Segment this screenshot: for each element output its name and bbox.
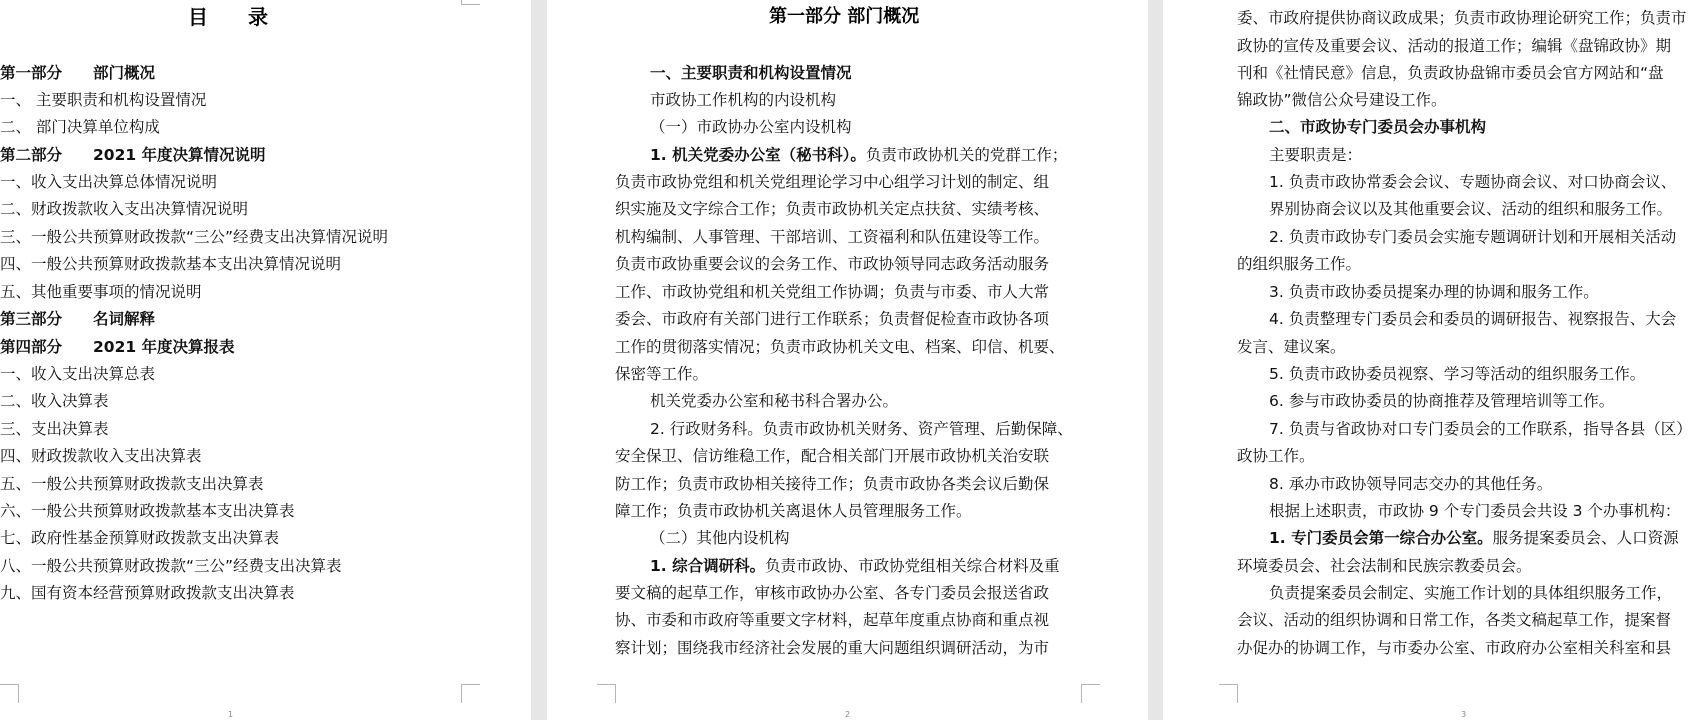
paragraph-line: 障工作；负责市政协机关离退休人员管理服务工作。 bbox=[615, 502, 972, 520]
paragraph-line: 织实施及文字综合工作；负责市政协机关定点扶贫、实绩考核、 bbox=[615, 200, 1050, 218]
paragraph-line: 政协的宣传及重要会议、活动的报道工作；编辑《盘锦政协》期 bbox=[1237, 37, 1672, 55]
paragraph-line: 委、市政府提供协商议政成果；负责市政协理论研究工作；负责市 bbox=[1237, 9, 1687, 27]
paragraph-line: 防工作；负责市政协相关接待工作；负责市政协各类会议后勤保 bbox=[615, 475, 1050, 493]
paragraph-line: 委会、市政府有关部门进行工作联系；负责督促检查市政协各项 bbox=[615, 310, 1050, 328]
paragraph-line: 市政协工作机构的内设机构 bbox=[650, 91, 837, 109]
bold-lead: 1. 机关党委办公室（秘书科）。 bbox=[650, 146, 866, 164]
paragraph-line: 刊和《社情民意》信息，负责政协盘锦市委员会官方网站和“盘 bbox=[1237, 64, 1664, 82]
crop-mark bbox=[461, 0, 480, 5]
paragraph-line: 负责市政协党组和机关党组理论学习中心组学习计划的制定、组 bbox=[615, 173, 1050, 191]
section-title: 第一部分 部门概况 bbox=[769, 6, 920, 27]
crop-mark bbox=[597, 684, 616, 703]
toc-item[interactable]: 六、一般公共预算财政拨款基本支出决算表 bbox=[0, 502, 295, 520]
bold-lead: 1. 综合调研科。 bbox=[650, 557, 766, 575]
paragraph-line bbox=[650, 556, 1060, 576]
toc-item[interactable]: 四、一般公共预算财政拨款基本支出决算情况说明 bbox=[0, 255, 342, 273]
paragraph-line bbox=[1269, 528, 1679, 548]
paragraph-line: 1. 负责市政协常委会会议、专题协商会议、对口协商会议、 bbox=[1269, 173, 1677, 191]
paragraph-line: 会议、活动的组织协调和日常工作，各类文稿起草工作，提案督 bbox=[1237, 611, 1672, 629]
paragraph-line: 4. 负责整理专门委员会和委员的调研报告、视察报告、大会 bbox=[1269, 310, 1677, 328]
toc-item[interactable]: 三、一般公共预算财政拨款“三公”经费支出决算情况说明 bbox=[0, 228, 389, 246]
toc-item[interactable]: 五、一般公共预算财政拨款支出决算表 bbox=[0, 475, 264, 493]
toc-part-3[interactable]: 第三部分 名词解释 bbox=[0, 310, 156, 328]
bold-lead: 1. 专门委员会第一综合办公室。 bbox=[1269, 529, 1493, 547]
paragraph-text: 负责市政协、市政协党组相关综合材料及重 bbox=[765, 557, 1060, 575]
paragraph-text: 负责市政协机关的党群工作； bbox=[865, 146, 1068, 164]
paragraph-line: 环境委员会、社会法制和民族宗教委员会。 bbox=[1237, 557, 1532, 575]
paragraph-line: 政协工作。 bbox=[1237, 447, 1315, 465]
paragraph-line: 2. 行政财务科。负责市政协机关财务、资产管理、后勤保障、 bbox=[650, 420, 1073, 438]
toc-item[interactable]: 一、收入支出决算总体情况说明 bbox=[0, 173, 218, 191]
paragraph-line: 根据上述职责，市政协 9 个专门委员会共设 3 个办事机构： bbox=[1269, 502, 1681, 520]
toc-item[interactable]: 八、一般公共预算财政拨款“三公”经费支出决算表 bbox=[0, 557, 342, 575]
paragraph-line: 要文稿的起草工作，审核市政协办公室、各专门委员会报送省政 bbox=[615, 584, 1050, 602]
paragraph-line: 保密等工作。 bbox=[615, 365, 709, 383]
document-page-1 bbox=[0, 0, 531, 720]
paragraph-line: 7. 负责与省政协对口专门委员会的工作联系，指导各县（区） bbox=[1269, 420, 1692, 438]
paragraph-line: 2. 负责市政协专门委员会实施专题调研计划和开展相关活动 bbox=[1269, 228, 1677, 246]
toc-part-2[interactable]: 第二部分 2021 年度决算情况说明 bbox=[0, 146, 266, 164]
paragraph-line: 主要职责是： bbox=[1269, 146, 1363, 164]
crop-mark bbox=[1081, 684, 1100, 703]
toc-item[interactable]: 五、其他重要事项的情况说明 bbox=[0, 283, 202, 301]
page-number: 1 bbox=[228, 710, 234, 719]
paragraph-line: 界别协商会议以及其他重要会议、活动的组织和服务工作。 bbox=[1269, 200, 1673, 218]
heading: 二、市政协专门委员会办事机构 bbox=[1269, 118, 1487, 136]
document-page-3 bbox=[1163, 0, 1696, 720]
toc-item[interactable]: 七、政府性基金预算财政拨款支出决算表 bbox=[0, 529, 280, 547]
paragraph-line: 3. 负责市政协委员提案办理的协调和服务工作。 bbox=[1269, 283, 1599, 301]
paragraph-line: 的组织服务工作。 bbox=[1237, 255, 1362, 273]
paragraph-line bbox=[650, 145, 1067, 165]
paragraph-line: 工作的贯彻落实情况；负责市政协机关文电、档案、印信、机要、 bbox=[615, 338, 1065, 356]
paragraph-line: 负责提案委员会制定、实施工作计划的具体组织服务工作， bbox=[1269, 584, 1673, 602]
paragraph-line: 5. 负责市政协委员视察、学习等活动的组织服务工作。 bbox=[1269, 365, 1646, 383]
toc-item[interactable]: 二、收入决算表 bbox=[0, 392, 109, 410]
paragraph-line: 办促办的协调工作，与市委办公室、市政府办公室相关科室和县 bbox=[1237, 639, 1672, 657]
paragraph-line: 工作、市政协党组和机关党组工作协调；负责与市委、市人大常 bbox=[615, 283, 1050, 301]
document-page-2 bbox=[547, 0, 1148, 720]
paragraph-line: 机关党委办公室和秘书科合署办公。 bbox=[650, 392, 899, 410]
toc-item[interactable]: 一、收入支出决算总表 bbox=[0, 365, 156, 383]
paragraph-line: 安全保卫、信访维稳工作，配合相关部门开展市政协机关治安联 bbox=[615, 447, 1050, 465]
page-number: 3 bbox=[1461, 710, 1467, 719]
heading: 一、主要职责和机构设置情况 bbox=[650, 64, 852, 82]
crop-mark bbox=[1219, 684, 1238, 703]
toc-title: 目 录 bbox=[188, 5, 268, 29]
paragraph-line: （二）其他内设机构 bbox=[650, 529, 790, 547]
paragraph-text: 服务提案委员会、人口资源 bbox=[1492, 529, 1679, 547]
paragraph-line: （一）市政协办公室内设机构 bbox=[650, 118, 852, 136]
page-number: 2 bbox=[845, 710, 851, 719]
toc-part-1[interactable]: 第一部分 部门概况 bbox=[0, 64, 156, 82]
paragraph-line: 察计划；围绕我市经济社会发展的重大问题组织调研活动，为市 bbox=[615, 639, 1050, 657]
paragraph-line: 机构编制、人事管理、干部培训、工资福利和队伍建设等工作。 bbox=[615, 228, 1050, 246]
paragraph-line: 锦政协”微信公众号建设工作。 bbox=[1237, 91, 1447, 109]
crop-mark bbox=[461, 684, 480, 703]
toc-item[interactable]: 九、国有资本经营预算财政拨款支出决算表 bbox=[0, 584, 295, 602]
toc-item[interactable]: 四、财政拨款收入支出决算表 bbox=[0, 447, 202, 465]
paragraph-line: 发言、建议案。 bbox=[1237, 338, 1346, 356]
toc-item[interactable]: 一、 主要职责和机构设置情况 bbox=[0, 91, 207, 109]
toc-item[interactable]: 二、 部门决算单位构成 bbox=[0, 118, 160, 136]
paragraph-line: 6. 参与市政协委员的协商推荐及管理培训等工作。 bbox=[1269, 392, 1615, 410]
toc-part-4[interactable]: 第四部分 2021 年度决算报表 bbox=[0, 338, 235, 356]
paragraph-line: 协、市委和市政府等重要文字材料，起草年度重点协商和重点视 bbox=[615, 611, 1050, 629]
crop-mark bbox=[0, 684, 19, 703]
paragraph-line: 8. 承办市政协领导同志交办的其他任务。 bbox=[1269, 475, 1553, 493]
toc-item[interactable]: 三、支出决算表 bbox=[0, 420, 109, 438]
toc-item[interactable]: 二、财政拨款收入支出决算情况说明 bbox=[0, 200, 249, 218]
paragraph-line: 负责市政协重要会议的会务工作、市政协领导同志政务活动服务 bbox=[615, 255, 1050, 273]
